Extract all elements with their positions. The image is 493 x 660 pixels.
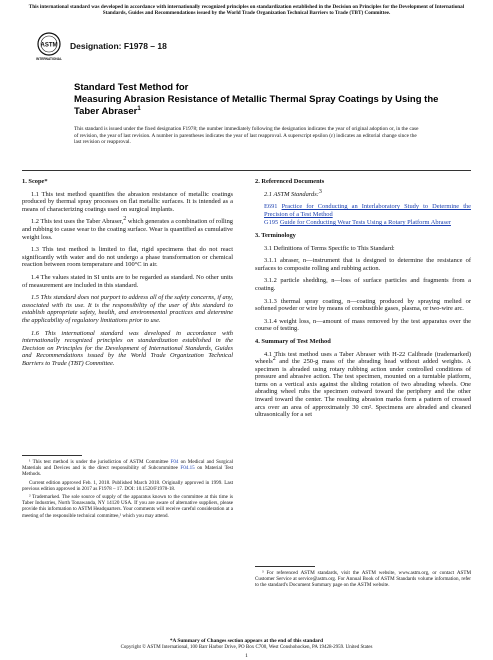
para-1-3: 1.3 This test method is limited to flat, rigid specimens that do not react significantly with water and do not undergo a phase transformation or chemical reaction between room temperature and 100°C in air. bbox=[22, 246, 233, 269]
summary-of-changes-note: *A Summary of Changes section appears at the end of this standard bbox=[169, 638, 324, 644]
left-footnotes bbox=[22, 459, 233, 521]
footnote-1: ¹ This test method is under the jurisdiction of ASTM Committee F04 on Medical and Surgical Materials and Devices and is the direct responsibility of Subcommittee F04.15 on Material Test Methods. bbox=[22, 459, 234, 478]
designation: Designation: F1978 – 18 bbox=[70, 41, 167, 51]
para-2-1: 2.1 ASTM Standards:3 bbox=[264, 188, 322, 198]
para-3-1-3: 3.1.3 thermal spray coating, n—coating produced by spraying melted or softened powder or wire by means of combustible gases, plasma, or two-wire arc. bbox=[255, 297, 471, 313]
copyright: Copyright © ASTM International, 100 Barr Harbor Drive, PO Box C700, West Conshohocken, PA 19428-2959. United States bbox=[120, 645, 373, 650]
para-1-1: 1.1 This test method quantifies the abrasion resistance of metallic coatings produced by thermal spray processes on flat metallic surfaces. It is intended as a means of characterizing coatings used on surgical implants. bbox=[22, 190, 233, 213]
reference-g195[interactable]: G195 Guide for Conducting Wear Tests Using a Rotary Platform Abraser bbox=[264, 219, 451, 227]
para-3-1-1: 3.1.1 abraser, n—instrument that is designed to determine the resistance of surfaces to composite rolling and rubbing action. bbox=[255, 257, 471, 272]
para-4-1: 4.1 This test method uses a Taber Abraser with H-22 Calibrade (trademarked) wheels2 and the 250-g mass of the abrading head without added weights. A specimen is abraded using rotary rubbing action under controlled conditions of pressure and abrasive action. The test specimen, mounted on a turntable platform, turns on a vertical axis against the sliding rotation of two abrading wheels. One abrading wheel rubs the specimen outward toward the periphery and the other inward toward the center. The resulting abrasion marks form a pattern of crossed arcs over an area of approximately 30 cm². Specimens are abraded and cleaned ultrasonically for a set bbox=[255, 350, 471, 419]
para-3-1: 3.1 Definitions of Terms Specific to This Standard: bbox=[264, 244, 395, 252]
footnote-3: ³ For referenced ASTM standards, visit the ASTM website, www.astm.org, or contact ASTM Customer Service at service@astm.org. For Annual Book of ASTM Standards volume information, refer to the standard's Document Summary page on the ASTM website. bbox=[255, 570, 471, 589]
scope-heading: 1. Scope* bbox=[22, 178, 48, 185]
left-column bbox=[22, 178, 233, 372]
terminology-heading: 3. Terminology bbox=[255, 231, 296, 239]
right-footnotes bbox=[255, 570, 471, 591]
footnote-1-edition: Current edition approved Feb. 1, 2018. Published March 2018. Originally approved in 1999. Last previous edition approved in 2017 as F1978 – 17. DOI: 10.1520/F1978-18. bbox=[22, 479, 233, 492]
para-3-1-2: 3.1.2 particle shedding, n—loss of surface particles and fragments from a coating. bbox=[255, 277, 471, 292]
standard-notice: This standard is issued under the fixed designation F1978; the number immediately following the designation indicates the year of original adoption or, in the case of revision, the year of last revision. A number in parentheses indicates the year of last reapproval. A superscript epsilon (ε) indicates an editorial change since the last revision or reapproval. bbox=[74, 126, 419, 145]
para-1-4: 1.4 The values stated in SI units are to be regarded as standard. No other units of measurement are included in this standard. bbox=[22, 273, 233, 289]
para-1-2: 1.2 This test uses the Taber Abraser,2 which generates a combination of rolling and rubbing to cause wear to the coating surface. Wear is quantified as cumulative weight loss. bbox=[22, 216, 234, 241]
header-divider bbox=[22, 170, 471, 171]
astm-logo bbox=[36, 32, 62, 62]
footnote-link-f0415[interactable]: F04.15 bbox=[180, 465, 195, 472]
title-line-1: Standard Test Method for bbox=[74, 82, 189, 93]
page-number: 1 bbox=[245, 653, 248, 659]
top-notice: This international standard was developed in accordance with internationally recognized principles on standardization established in the Decision on Principles for the Development of International Standards, Guides and Recommendations issued by the World Trade Organization Technical Barriers to Trade (TBT) Committee. bbox=[28, 4, 465, 17]
footnote-divider-right bbox=[255, 566, 315, 567]
references-heading: 2. Referenced Documents bbox=[255, 178, 325, 185]
para-1-5: 1.5 This standard does not purport to address all of the safety concerns, if any, associated with its use. It is the responsibility of the user of this standard to establish appropriate safety, health, and environmental practices and determine the applicability of regulatory limitations prior to use. bbox=[22, 294, 233, 324]
summary-heading: 4. Summary of Test Method bbox=[255, 337, 331, 345]
footnote-divider-left bbox=[22, 455, 82, 456]
svg-text:ASTM: ASTM bbox=[40, 42, 58, 49]
para-3-1-4: 3.1.4 weight loss, n—amount of mass removed by the test apparatus over the course of testing. bbox=[255, 317, 471, 333]
footnote-link-f04[interactable]: F04 bbox=[170, 459, 179, 465]
document-title bbox=[74, 82, 444, 118]
title-line-2: Measuring Abrasion Resistance of Metallic Thermal Spray Coatings by Using the Taber Abraser$^1$ bbox=[74, 94, 439, 117]
footnote-2: ² Trademarked. The sole source of supply of the apparatus known to the committee at this time is Taber Industries, North Tonawanda, NY 14120 USA. If you are aware of alternative suppliers, please provide this information to ASTM Headquarters. Your comments will receive careful consideration at a meeting of the responsible technical committee,¹ which you may attend. bbox=[22, 494, 233, 519]
para-1-6: 1.6 This international standard was developed in accordance with internationally recognized principles on standardization established in the Decision on Principles for the Development of International Standards, Guides and Recommendations issued by the World Trade Organization Technical Barriers to Trade (TBT) Committee. bbox=[22, 329, 233, 367]
right-column bbox=[255, 178, 471, 424]
reference-e691[interactable]: E691 Practice for Conducting an Interlaboratory Study to Determine the Precision of a Test Method bbox=[264, 203, 471, 218]
svg-text:INTERNATIONAL: INTERNATIONAL bbox=[36, 57, 62, 61]
